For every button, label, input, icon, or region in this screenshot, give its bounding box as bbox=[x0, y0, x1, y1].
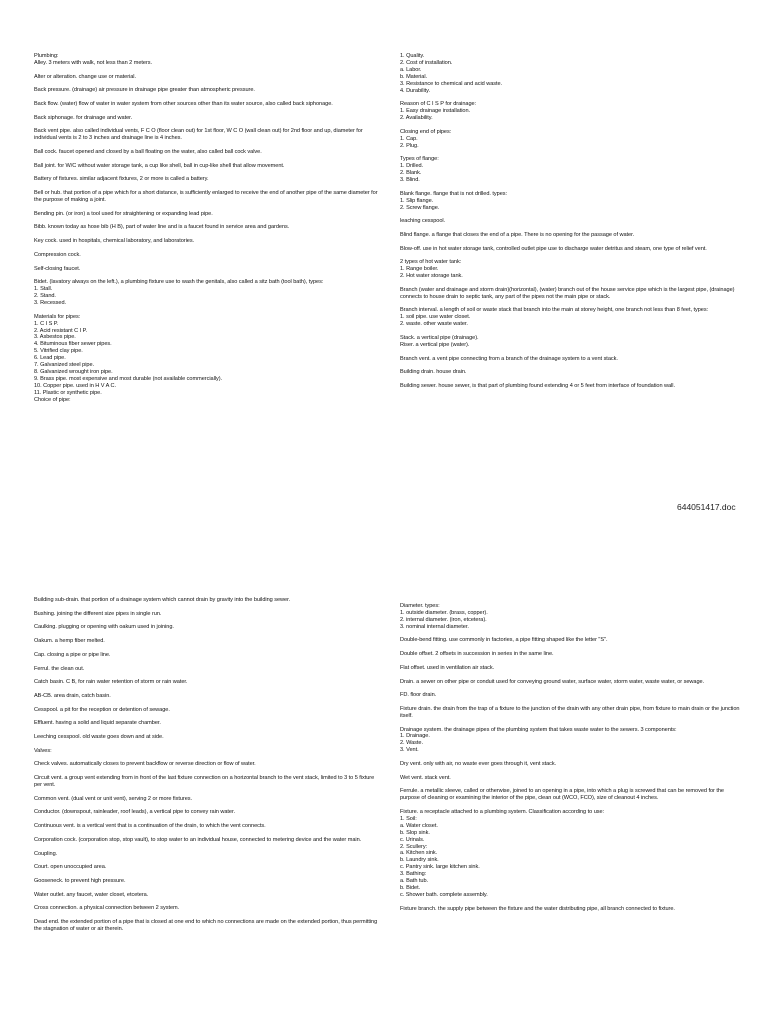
definition-paragraph: Plumbing: Alley. 3 meters with walk, not less than 2 meters. bbox=[34, 53, 153, 66]
definition-paragraph: Self-closing faucet. bbox=[34, 265, 81, 272]
definition-paragraph: Ferrule. a metallic sleeve, called or otherwise, joined to an opening in a pipe, into which a plug is screwed that can be removed for the purpose of cleaning or examining the interior of the pipe, clean out (WCO, FCO), size of cleanout 4 inches. bbox=[400, 788, 724, 802]
definition-paragraph: Oakum. a hemp fiber melted. bbox=[34, 638, 105, 645]
definition-paragraph: Back siphonage. for drainage and water. bbox=[34, 114, 133, 121]
definition-paragraph: Caulking. plugging or opening with oakum used in joining. bbox=[34, 624, 174, 631]
definition-paragraph: Ball cock. faucet opened and closed by a ball floating on the water, also called ball cock valve. bbox=[34, 149, 262, 156]
definition-paragraph: Corporation cock. (corporation stop, stop vault), to stop water to an individual house, connected to metering device and the water main. bbox=[34, 836, 362, 843]
definition-paragraph: Bushing. joining the different size pipes in single run. bbox=[34, 610, 162, 617]
definition-paragraph: Court. open unoccupied area. bbox=[34, 864, 107, 871]
definition-paragraph: Check valves. automatically closes to prevent backflow or reverse direction or flow of water. bbox=[34, 761, 256, 768]
definition-paragraph: Cap. closing a pipe or pipe line. bbox=[34, 651, 111, 658]
definition-paragraph: Fixture. a receptacle attached to a plumbing system. Classification according to use: 1. Soil: a. Water closet. b. Slop sink. c. Urinals. 2. Scullery: a. Kitchen sink. b. Laundry sink. c. Pantry sink. large kitchen sink. 3. Bathing: a. Bath tub. b. Bidet. c. Shower bath. complete assembly. bbox=[400, 808, 605, 898]
definition-paragraph: Alter or alteration. change use or material. bbox=[34, 73, 136, 80]
definition-paragraph: Leeching cesspool. old waste goes down and at side. bbox=[34, 734, 164, 741]
definition-paragraph: Common vent. (dual vent or unit vent), serving 2 or more fixtures. bbox=[34, 795, 193, 802]
definition-paragraph: 2 types of hot water tank: 1. Range boiler. 2. Hot water storage tank. bbox=[400, 259, 463, 280]
definition-paragraph: Drain. a sewer on other pipe or conduit used for conveying ground water, surface water, storm water, waste water, or sewage. bbox=[400, 678, 705, 685]
definition-paragraph: Blow-off. use in hot water storage tank, controlled outlet pipe use to discharge water detritus and steam, one type of relief vent. bbox=[400, 245, 707, 252]
definition-paragraph: Double offset. 2 offsets in succession in series in the same line. bbox=[400, 651, 554, 658]
definition-paragraph: Bibb. known today as hose bib (H B), part of water line and is a faucet found in service area and gardens. bbox=[34, 224, 290, 231]
definition-paragraph: Double-bend fitting. use commonly in factories, a pipe fitting shaped like the letter "S". bbox=[400, 637, 608, 644]
definition-paragraph: Fixture branch. the supply pipe between the fixture and the water distributing pipe, all branch connected to fixture. bbox=[400, 905, 675, 912]
definition-paragraph: Closing end of pipes: 1. Cap. 2. Plug. bbox=[400, 128, 452, 149]
definition-paragraph: Blank flange. flange that is not drilled. types: 1. Slip flange. 2. Screw flange. bbox=[400, 190, 508, 211]
definition-paragraph: Back vent pipe. also called individual vents, F C O (floor clean out) for 1st floor, W C O (wall clean out) for 2nd floor and up, diameter for individual vents is 2 to 3 inches and drainage line is 4 inches. bbox=[34, 128, 363, 142]
definition-paragraph: Effluent. having a solid and liquid separate chamber. bbox=[34, 720, 161, 727]
definition-paragraph: Drainage system. the drainage pipes of the plumbing system that takes waste water to the sewers. 3 components: 1. Drainage. 2. Waste. 3. Vent. bbox=[400, 726, 677, 754]
definition-paragraph: Fixture drain. the drain from the trap of a fixture to the junction of the drain with any other drain pipe, from fixture to main drain or the junction itself. bbox=[400, 705, 740, 719]
page-bottom-left-column bbox=[34, 597, 379, 940]
definition-paragraph: Cesspool. a pit for the reception or detention of sewage. bbox=[34, 706, 170, 713]
definition-paragraph: Conductor. (downspout, rainleader, roof leads), a vertical pipe to convey rain water. bbox=[34, 809, 235, 816]
definition-paragraph: Continuous vent. is a vertical vent that is a continuation of the drain, to which the vent connects. bbox=[34, 823, 266, 830]
definition-paragraph: Cross connection. a physical connection between 2 system. bbox=[34, 905, 180, 912]
definition-paragraph: FD. floor drain. bbox=[400, 692, 437, 699]
definition-paragraph: Ball joint. for W/C without water storage tank, a cup like shell, ball in cup-like shell that allow movement. bbox=[34, 162, 285, 169]
definition-paragraph: Dry vent. only with air, no waste ever goes through it, vent stack. bbox=[400, 760, 557, 767]
definition-paragraph: Dead end. the extended portion of a pipe that is closed at one end to which no connections are made on the extended portion, thus permitting the stagnation of water or air therein. bbox=[34, 919, 378, 932]
definition-paragraph: Bell or hub. that portion of a pipe which for a short distance, is sufficiently enlarged to receive the end of another pipe of the same diameter for the purpose of making a joint. bbox=[34, 190, 378, 204]
definition-paragraph: Blind flange. a flange that closes the end of a pipe. There is no opening for the passage of water. bbox=[400, 231, 635, 238]
definition-paragraph: Gooseneck. to prevent high pressure. bbox=[34, 877, 126, 884]
definition-paragraph: Battery of fixtures. similar adjacent fixtures, 2 or more is called a battery. bbox=[34, 176, 209, 183]
definition-paragraph: Catch basin. C B, for rain water retention of storm or rain water. bbox=[34, 679, 188, 686]
definition-paragraph: Reason of C I S P for drainage: 1. Easy drainage installation. 2. Availability. bbox=[400, 101, 477, 122]
definition-paragraph: Flat offset. used in ventilation air stack. bbox=[400, 664, 495, 671]
definition-paragraph: Ferrul. the clean out. bbox=[34, 665, 85, 672]
definition-paragraph: Stack. a vertical pipe (drainage). Riser. a vertical pipe (water). bbox=[400, 334, 479, 348]
definition-paragraph: Back pressure. (drainage) air pressure in drainage pipe greater than atmospheric pressure. bbox=[34, 87, 255, 94]
definition-paragraph: Bending pin. (or iron) a tool used for straightening or expanding lead pipe. bbox=[34, 210, 213, 217]
definition-paragraph: Types of flange: 1. Drilled. 2. Blank. 3. Blind. bbox=[400, 156, 439, 183]
definition-paragraph: Back flow. (water) flow of water in water system from other sources other than its water source, also called back siphonage. bbox=[34, 101, 333, 108]
definition-paragraph: Building drain. house drain. bbox=[400, 369, 467, 376]
definition-paragraph: Branch vent. a vent pipe connecting from a branch of the drainage system to a vent stack. bbox=[400, 355, 618, 362]
definition-paragraph: Bidet. (lavatory always on the left.), a plumbing fixture use to wash the genitals, also called a sitz bath (tool bath), types: 1. Stall. 2. Stand. 3. Recessed. bbox=[34, 279, 324, 306]
definition-paragraph: Compression cock. bbox=[34, 251, 81, 258]
definition-paragraph: Coupling. bbox=[34, 850, 58, 857]
file-reference-label: 644051417.doc bbox=[677, 502, 736, 512]
definition-paragraph: Wet vent. stack vent. bbox=[400, 774, 451, 781]
definition-paragraph: Circuit vent. a group vent extending from in front of the last fixture connection on a horizontal branch to the vent stack, limited to 3 to 5 fixture per vent. bbox=[34, 775, 375, 789]
definition-paragraph: Building sub-drain. that portion of a drainage system which cannot drain by gravity into the building sewer. bbox=[34, 597, 291, 603]
definition-paragraph: 1. Quality. 2. Cost of installation. a. Labor. b. Material. 3. Resistance to chemical and acid waste. 4. Durability. bbox=[400, 53, 503, 94]
page-top-right-column bbox=[400, 53, 745, 397]
page-top-left-column bbox=[34, 53, 379, 410]
definition-paragraph: Key cock. used in hospitals, chemical laboratory, and laboratories. bbox=[34, 238, 195, 245]
definition-paragraph: AB-CB. area drain, catch basin. bbox=[34, 692, 111, 699]
definition-paragraph: leaching cesspool. bbox=[400, 218, 446, 225]
definition-paragraph: Water outlet. any faucet, water closet, etcetera. bbox=[34, 891, 149, 898]
definition-paragraph: Branch interval. a length of soil or waste stack that branch into the main at storey height, one branch not less than 8 feet, types: 1. soil pipe. use water closet. 2. waste. other waste water. bbox=[400, 307, 709, 328]
definition-paragraph: Diameter. types: 1. outside diameter. (brass, copper). 2. internal diameter. (iron, etcetera). 3. nominal internal diameter. bbox=[400, 603, 488, 630]
definition-paragraph: Building sewer. house sewer, is that part of plumbing found extending 4 or 5 feet from interface of foundation wall. bbox=[400, 382, 675, 389]
definition-paragraph: Materials for pipes: 1. C I S P. 2. Acid resistant C I P. 3. Asbestos pipe. 4. Bituminous fiber sewer pipes. 5. Vitrified clay pipe. 6. Lead pipe. 7. Galvanized steel pipe. 8. Galvanized wrought iron pipe. 9. Brass pipe. most expensive and most durable (not available commercially). 10. Copper pipe. used in H V A C. 11. Plastic or synthetic pipe. Choice of pipe: bbox=[34, 313, 223, 403]
page-bottom-right-column bbox=[400, 603, 745, 919]
definition-paragraph: Branch (water and drainage and storm drain)(horizontal), (water) branch out of the house service pipe which is the largest pipe, (drainage) connects to house drain to septic tank, any part of the pipes not the main pipe or stack. bbox=[400, 286, 735, 300]
definition-paragraph: Valves: bbox=[34, 747, 52, 754]
